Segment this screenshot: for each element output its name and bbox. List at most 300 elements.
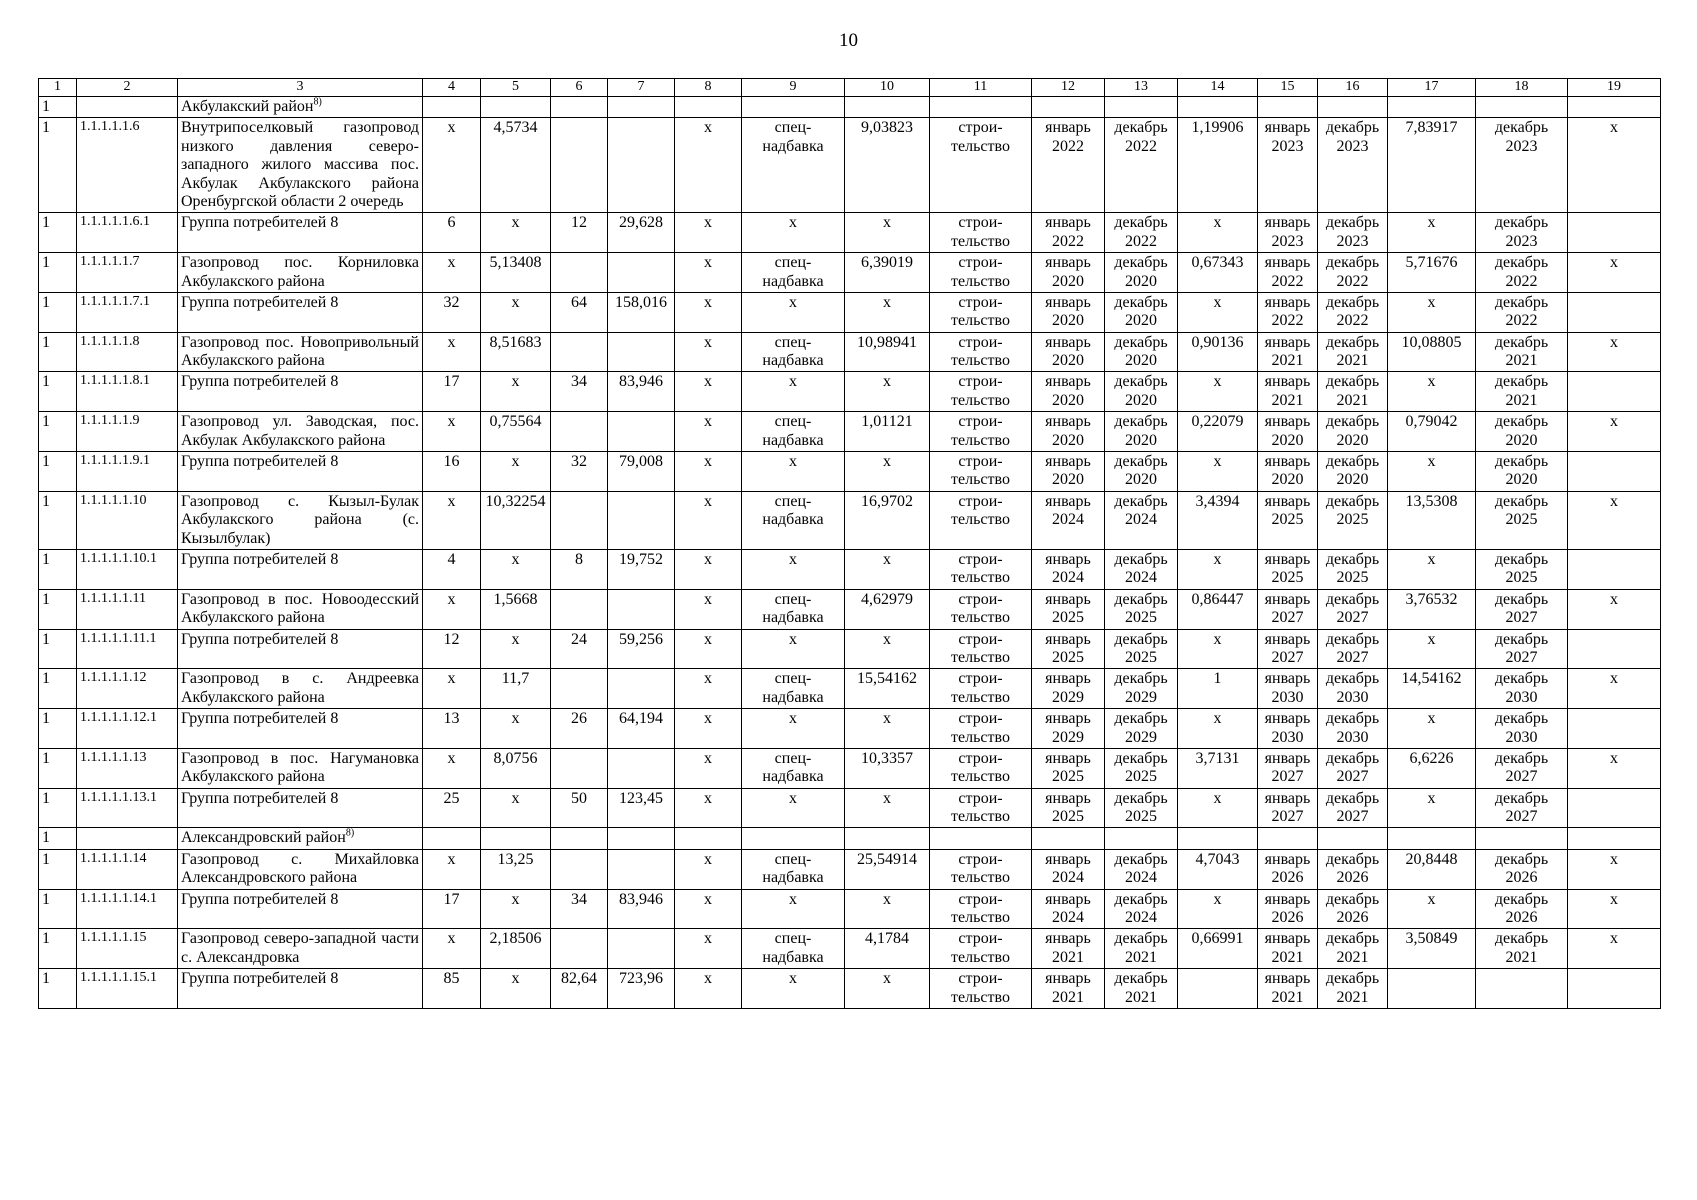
column-number-row <box>39 79 1661 97</box>
table-cell: строи-тельство <box>930 452 1032 492</box>
table-cell: 4,5734 <box>481 118 551 213</box>
table-cell: строи-тельство <box>930 589 1032 629</box>
table-cell: январь 2021 <box>1258 969 1318 1009</box>
object-code: 1.1.1.1.1.14 <box>77 849 178 889</box>
column-number: 14 <box>1178 79 1258 97</box>
table-cell: декабрь 2024 <box>1105 889 1178 929</box>
table-cell: 1 <box>39 372 77 412</box>
section-row <box>39 828 1661 849</box>
table-row <box>39 788 1661 828</box>
table-cell: 1 <box>39 452 77 492</box>
table-cell: x <box>481 969 551 1009</box>
table-cell: x <box>845 629 930 669</box>
district-name: Акбулакский район <box>181 98 314 115</box>
table-cell: 25,54914 <box>845 849 930 889</box>
table-cell: x <box>481 709 551 749</box>
table-cell: декабрь 2020 <box>1105 372 1178 412</box>
table-cell: январь 2020 <box>1032 372 1105 412</box>
table-cell: январь 2030 <box>1258 709 1318 749</box>
table-cell: декабрь 2025 <box>1105 589 1178 629</box>
table-cell: декабрь 2023 <box>1476 213 1568 253</box>
table-cell <box>608 669 675 709</box>
table-cell: x <box>675 589 742 629</box>
table-cell: строи-тельство <box>930 372 1032 412</box>
table-cell: 1 <box>39 929 77 969</box>
table-cell: x <box>1178 709 1258 749</box>
table-cell: декабрь 2023 <box>1318 118 1388 213</box>
table-cell <box>930 828 1032 849</box>
table-cell: 5,13408 <box>481 253 551 293</box>
object-name: Группа потребителей 8 <box>178 372 423 412</box>
table-cell: спец-надбавка <box>742 118 845 213</box>
table-body <box>39 97 1661 1009</box>
table-cell <box>1178 97 1258 118</box>
table-cell <box>1258 828 1318 849</box>
table-cell: 1,01121 <box>845 412 930 452</box>
table-cell: 13,5308 <box>1388 491 1476 549</box>
page-number: 10 <box>839 30 858 51</box>
table-cell: 0,22079 <box>1178 412 1258 452</box>
table-cell <box>423 97 481 118</box>
table-row <box>39 629 1661 669</box>
district-title <box>178 828 423 849</box>
table-cell <box>1105 828 1178 849</box>
column-number: 15 <box>1258 79 1318 97</box>
object-code: 1.1.1.1.1.11.1 <box>77 629 178 669</box>
table-row <box>39 969 1661 1009</box>
table-cell: январь 2029 <box>1032 669 1105 709</box>
table-cell <box>551 669 608 709</box>
table-cell <box>608 748 675 788</box>
table-row <box>39 889 1661 929</box>
object-code: 1.1.1.1.1.10.1 <box>77 549 178 589</box>
table-cell: x <box>675 452 742 492</box>
table-cell <box>551 253 608 293</box>
table-cell: x <box>742 788 845 828</box>
table-cell: декабрь 2020 <box>1476 412 1568 452</box>
table-cell: строи-тельство <box>930 629 1032 669</box>
table-cell: 32 <box>423 292 481 332</box>
table-cell: x <box>845 788 930 828</box>
table-cell <box>1388 969 1476 1009</box>
table-cell: декабрь 2021 <box>1105 929 1178 969</box>
table-cell: январь 2024 <box>1032 849 1105 889</box>
table-cell: 16 <box>423 452 481 492</box>
table-cell: x <box>1178 213 1258 253</box>
district-name: Александровский район <box>181 829 346 847</box>
table-cell: спец-надбавка <box>742 589 845 629</box>
table-cell: x <box>1568 118 1661 213</box>
table-row <box>39 549 1661 589</box>
table-cell: x <box>423 412 481 452</box>
table-cell: x <box>1388 452 1476 492</box>
table-cell <box>1568 709 1661 749</box>
table-cell: x <box>1568 332 1661 372</box>
table-cell <box>1032 828 1105 849</box>
table-cell: январь 2021 <box>1258 332 1318 372</box>
object-code: 1.1.1.1.1.6 <box>77 118 178 213</box>
footnote-ref: 8) <box>345 828 355 840</box>
table-cell: январь 2027 <box>1258 629 1318 669</box>
table-cell: 13,25 <box>481 849 551 889</box>
table-cell: январь 2026 <box>1258 849 1318 889</box>
object-name: Группа потребителей 8 <box>178 709 423 749</box>
table-cell <box>1568 969 1661 1009</box>
table-cell: x <box>675 748 742 788</box>
table-cell: x <box>1568 589 1661 629</box>
table-row <box>39 849 1661 889</box>
table-cell: 1,19906 <box>1178 118 1258 213</box>
column-number: 4 <box>423 79 481 97</box>
table-cell: декабрь 2029 <box>1105 669 1178 709</box>
table-cell: x <box>742 709 845 749</box>
table-cell: декабрь 2021 <box>1476 372 1568 412</box>
table-cell: 0,75564 <box>481 412 551 452</box>
table-cell: декабрь 2022 <box>1105 213 1178 253</box>
table-cell: 1 <box>39 118 77 213</box>
table-cell: x <box>742 292 845 332</box>
table-cell <box>1476 97 1568 118</box>
table-cell: 4,62979 <box>845 589 930 629</box>
table-cell: январь 2024 <box>1032 549 1105 589</box>
table-cell: строи-тельство <box>930 253 1032 293</box>
table-cell: 34 <box>551 889 608 929</box>
object-name: Группа потребителей 8 <box>178 292 423 332</box>
table-cell <box>675 97 742 118</box>
row-index: 1 <box>39 828 77 849</box>
table-cell <box>1032 97 1105 118</box>
table-cell <box>608 491 675 549</box>
table-cell <box>481 828 551 849</box>
table-cell: x <box>1388 549 1476 589</box>
table-cell: 59,256 <box>608 629 675 669</box>
table-cell: строи-тельство <box>930 929 1032 969</box>
table-cell: декабрь 2027 <box>1476 748 1568 788</box>
object-code: 1.1.1.1.1.13 <box>77 748 178 788</box>
table-cell <box>77 828 178 849</box>
table-cell: январь 2025 <box>1032 748 1105 788</box>
table-cell: январь 2020 <box>1032 412 1105 452</box>
table-cell: x <box>675 669 742 709</box>
table-cell: строи-тельство <box>930 213 1032 253</box>
table-cell: x <box>742 549 845 589</box>
object-name: Газопровод с. Кызыл-Булак Акбулакского района (с. Кызылбулак) <box>178 491 423 549</box>
table-cell <box>608 589 675 629</box>
table-cell: декабрь 2026 <box>1318 849 1388 889</box>
table-cell <box>1568 452 1661 492</box>
table-cell: 158,016 <box>608 292 675 332</box>
table-cell: декабрь 2022 <box>1476 253 1568 293</box>
table-cell <box>1476 828 1568 849</box>
object-code: 1.1.1.1.1.14.1 <box>77 889 178 929</box>
table-cell: 4,1784 <box>845 929 930 969</box>
table-cell <box>1178 828 1258 849</box>
table-cell: январь 2023 <box>1258 118 1318 213</box>
table-cell: x <box>423 589 481 629</box>
table-cell: 10,3357 <box>845 748 930 788</box>
table-cell: 3,76532 <box>1388 589 1476 629</box>
table-cell <box>1568 629 1661 669</box>
table-cell: 1 <box>39 669 77 709</box>
table-cell: x <box>423 253 481 293</box>
table-cell: январь 2025 <box>1258 549 1318 589</box>
table-cell: x <box>481 292 551 332</box>
table-cell <box>551 118 608 213</box>
table-cell: x <box>481 788 551 828</box>
table-cell: x <box>1388 292 1476 332</box>
table-cell: спец-надбавка <box>742 332 845 372</box>
table-cell: декабрь 2020 <box>1105 412 1178 452</box>
table-cell: спец-надбавка <box>742 929 845 969</box>
table-cell: x <box>423 669 481 709</box>
table-cell: x <box>423 849 481 889</box>
footnote-ref: 8) <box>313 96 322 108</box>
table-cell: x <box>675 969 742 1009</box>
table-cell: x <box>675 709 742 749</box>
table-cell: x <box>1388 372 1476 412</box>
table-cell: 10,08805 <box>1388 332 1476 372</box>
table-cell: 85 <box>423 969 481 1009</box>
table-cell: x <box>1388 709 1476 749</box>
table-cell: январь 2021 <box>1258 372 1318 412</box>
table-cell <box>608 118 675 213</box>
object-name: Группа потребителей 8 <box>178 629 423 669</box>
table-cell: 16,9702 <box>845 491 930 549</box>
table-cell <box>551 97 608 118</box>
table-cell: январь 2021 <box>1258 929 1318 969</box>
table-cell <box>930 97 1032 118</box>
table-cell: 723,96 <box>608 969 675 1009</box>
table-cell <box>1388 97 1476 118</box>
column-number: 16 <box>1318 79 1388 97</box>
table-cell: январь 2020 <box>1258 412 1318 452</box>
table-cell: 1 <box>39 748 77 788</box>
table-cell: 6,39019 <box>845 253 930 293</box>
table-cell: 64 <box>551 292 608 332</box>
table-cell: декабрь 2020 <box>1105 332 1178 372</box>
table-cell: x <box>675 253 742 293</box>
table-cell: 50 <box>551 788 608 828</box>
table-cell: 25 <box>423 788 481 828</box>
table-cell <box>1568 828 1661 849</box>
table-cell: январь 2025 <box>1032 788 1105 828</box>
table-cell: 3,4394 <box>1178 491 1258 549</box>
column-number: 17 <box>1388 79 1476 97</box>
table-cell: x <box>1178 629 1258 669</box>
table-cell: 19,752 <box>608 549 675 589</box>
table-cell: x <box>845 452 930 492</box>
table-cell: декабрь 2022 <box>1318 253 1388 293</box>
table-cell <box>1258 97 1318 118</box>
table-cell <box>1105 97 1178 118</box>
table-cell: x <box>1178 372 1258 412</box>
table-cell: декабрь 2023 <box>1318 213 1388 253</box>
table-row <box>39 412 1661 452</box>
table-cell: x <box>1568 929 1661 969</box>
table-cell: 64,194 <box>608 709 675 749</box>
table-cell: x <box>675 332 742 372</box>
table-cell: 15,54162 <box>845 669 930 709</box>
table-cell: 1 <box>39 589 77 629</box>
table-cell: 0,90136 <box>1178 332 1258 372</box>
table-cell: 17 <box>423 372 481 412</box>
table-cell: 4 <box>423 549 481 589</box>
table-cell: 0,86447 <box>1178 589 1258 629</box>
table-cell: 1 <box>39 292 77 332</box>
table-row <box>39 118 1661 213</box>
table-cell: 4,7043 <box>1178 849 1258 889</box>
table-cell: строи-тельство <box>930 669 1032 709</box>
table-cell: декабрь 2027 <box>1476 788 1568 828</box>
table-row <box>39 491 1661 549</box>
table-row <box>39 709 1661 749</box>
table-cell <box>1318 97 1388 118</box>
object-name: Газопровод в с. Андреевка Акбулакского района <box>178 669 423 709</box>
table-cell: x <box>1388 629 1476 669</box>
table-cell: декабрь 2020 <box>1318 412 1388 452</box>
table-cell: x <box>1178 292 1258 332</box>
investment-program-table <box>38 78 1661 1009</box>
table-cell: декабрь 2030 <box>1318 709 1388 749</box>
table-cell: декабрь 2022 <box>1476 292 1568 332</box>
table-cell: x <box>1568 491 1661 549</box>
table-cell: 20,8448 <box>1388 849 1476 889</box>
table-cell: 6,6226 <box>1388 748 1476 788</box>
table-cell: декабрь 2021 <box>1318 332 1388 372</box>
table-cell: декабрь 2020 <box>1105 253 1178 293</box>
table-row <box>39 332 1661 372</box>
table-cell: декабрь 2021 <box>1476 929 1568 969</box>
table-cell: 13 <box>423 709 481 749</box>
table-cell: 8 <box>551 549 608 589</box>
object-code: 1.1.1.1.1.15 <box>77 929 178 969</box>
table-cell: строи-тельство <box>930 889 1032 929</box>
table-cell: x <box>845 889 930 929</box>
table-cell: x <box>742 629 845 669</box>
table-cell: x <box>481 889 551 929</box>
table-cell: 82,64 <box>551 969 608 1009</box>
table-cell: строи-тельство <box>930 849 1032 889</box>
object-name: Группа потребителей 8 <box>178 969 423 1009</box>
table-cell: январь 2022 <box>1032 118 1105 213</box>
table-cell: x <box>423 332 481 372</box>
table-cell: x <box>742 372 845 412</box>
table-cell: 14,54162 <box>1388 669 1476 709</box>
table-cell: декабрь 2026 <box>1476 889 1568 929</box>
table-cell: январь 2022 <box>1258 253 1318 293</box>
table-cell: x <box>675 849 742 889</box>
table-cell: январь 2022 <box>1258 292 1318 332</box>
table-cell: январь 2021 <box>1032 929 1105 969</box>
table-cell: декабрь 2024 <box>1105 491 1178 549</box>
table-cell: 2,18506 <box>481 929 551 969</box>
object-code: 1.1.1.1.1.9.1 <box>77 452 178 492</box>
table-cell <box>551 491 608 549</box>
table-cell <box>1568 97 1661 118</box>
table-cell: x <box>1388 889 1476 929</box>
table-cell: декабрь 2030 <box>1318 669 1388 709</box>
object-name: Газопровод северо-западной части с. Александровка <box>178 929 423 969</box>
table-cell: 1 <box>39 849 77 889</box>
table-cell: 17 <box>423 889 481 929</box>
table-cell: x <box>1388 213 1476 253</box>
table-cell: x <box>845 372 930 412</box>
table-cell <box>1318 828 1388 849</box>
table-cell: декабрь 2029 <box>1105 709 1178 749</box>
table-cell: x <box>423 118 481 213</box>
table-cell: 0,67343 <box>1178 253 1258 293</box>
table-cell <box>608 332 675 372</box>
table-cell: 10,32254 <box>481 491 551 549</box>
table-cell: 1 <box>39 629 77 669</box>
column-number: 8 <box>675 79 742 97</box>
object-code: 1.1.1.1.1.12.1 <box>77 709 178 749</box>
table-row <box>39 372 1661 412</box>
column-number: 7 <box>608 79 675 97</box>
object-code: 1.1.1.1.1.10 <box>77 491 178 549</box>
table-cell: 1 <box>39 969 77 1009</box>
table-cell: декабрь 2025 <box>1105 748 1178 788</box>
table-cell <box>1568 788 1661 828</box>
table-cell: декабрь 2027 <box>1476 589 1568 629</box>
table-cell: x <box>742 213 845 253</box>
table-cell: x <box>423 491 481 549</box>
table-cell: 11,7 <box>481 669 551 709</box>
table-cell <box>608 412 675 452</box>
table-cell: x <box>845 213 930 253</box>
table-cell: январь 2027 <box>1258 589 1318 629</box>
table-cell: 0,66991 <box>1178 929 1258 969</box>
table-cell: январь 2021 <box>1032 969 1105 1009</box>
table-cell: декабрь 2022 <box>1105 118 1178 213</box>
table-cell: 1 <box>39 788 77 828</box>
table-cell: x <box>1568 253 1661 293</box>
table-cell: x <box>845 969 930 1009</box>
table-cell <box>608 253 675 293</box>
table-cell <box>1568 549 1661 589</box>
table-cell: x <box>742 452 845 492</box>
object-name: Газопровод пос. Корниловка Акбулакского района <box>178 253 423 293</box>
table-cell <box>1568 213 1661 253</box>
object-name: Внутрипоселковый газопровод низкого давления северо-западного жилого массива пос. Акбулак Акбулакского района Оренбургской области 2 очередь <box>178 118 423 213</box>
district-title <box>178 97 423 118</box>
table-cell <box>551 828 608 849</box>
object-name: Группа потребителей 8 <box>178 788 423 828</box>
object-code: 1.1.1.1.1.11 <box>77 589 178 629</box>
object-code: 1.1.1.1.1.7.1 <box>77 292 178 332</box>
table-cell: x <box>481 629 551 669</box>
table-cell: декабрь 2027 <box>1318 748 1388 788</box>
table-cell: январь 2020 <box>1032 452 1105 492</box>
table-cell: спец-надбавка <box>742 748 845 788</box>
table-cell: строи-тельство <box>930 748 1032 788</box>
table-cell: 26 <box>551 709 608 749</box>
table-row <box>39 748 1661 788</box>
table-row <box>39 669 1661 709</box>
table-cell <box>1568 372 1661 412</box>
table-cell: 3,7131 <box>1178 748 1258 788</box>
table-cell: x <box>675 372 742 412</box>
table-cell: 12 <box>551 213 608 253</box>
table-cell: x <box>1568 889 1661 929</box>
table-cell: декабрь 2021 <box>1476 332 1568 372</box>
table-cell: 1,5668 <box>481 589 551 629</box>
table-cell: 1 <box>39 709 77 749</box>
table-cell: x <box>845 709 930 749</box>
table-cell: январь 2023 <box>1258 213 1318 253</box>
table-cell: январь 2030 <box>1258 669 1318 709</box>
table-cell: 6 <box>423 213 481 253</box>
